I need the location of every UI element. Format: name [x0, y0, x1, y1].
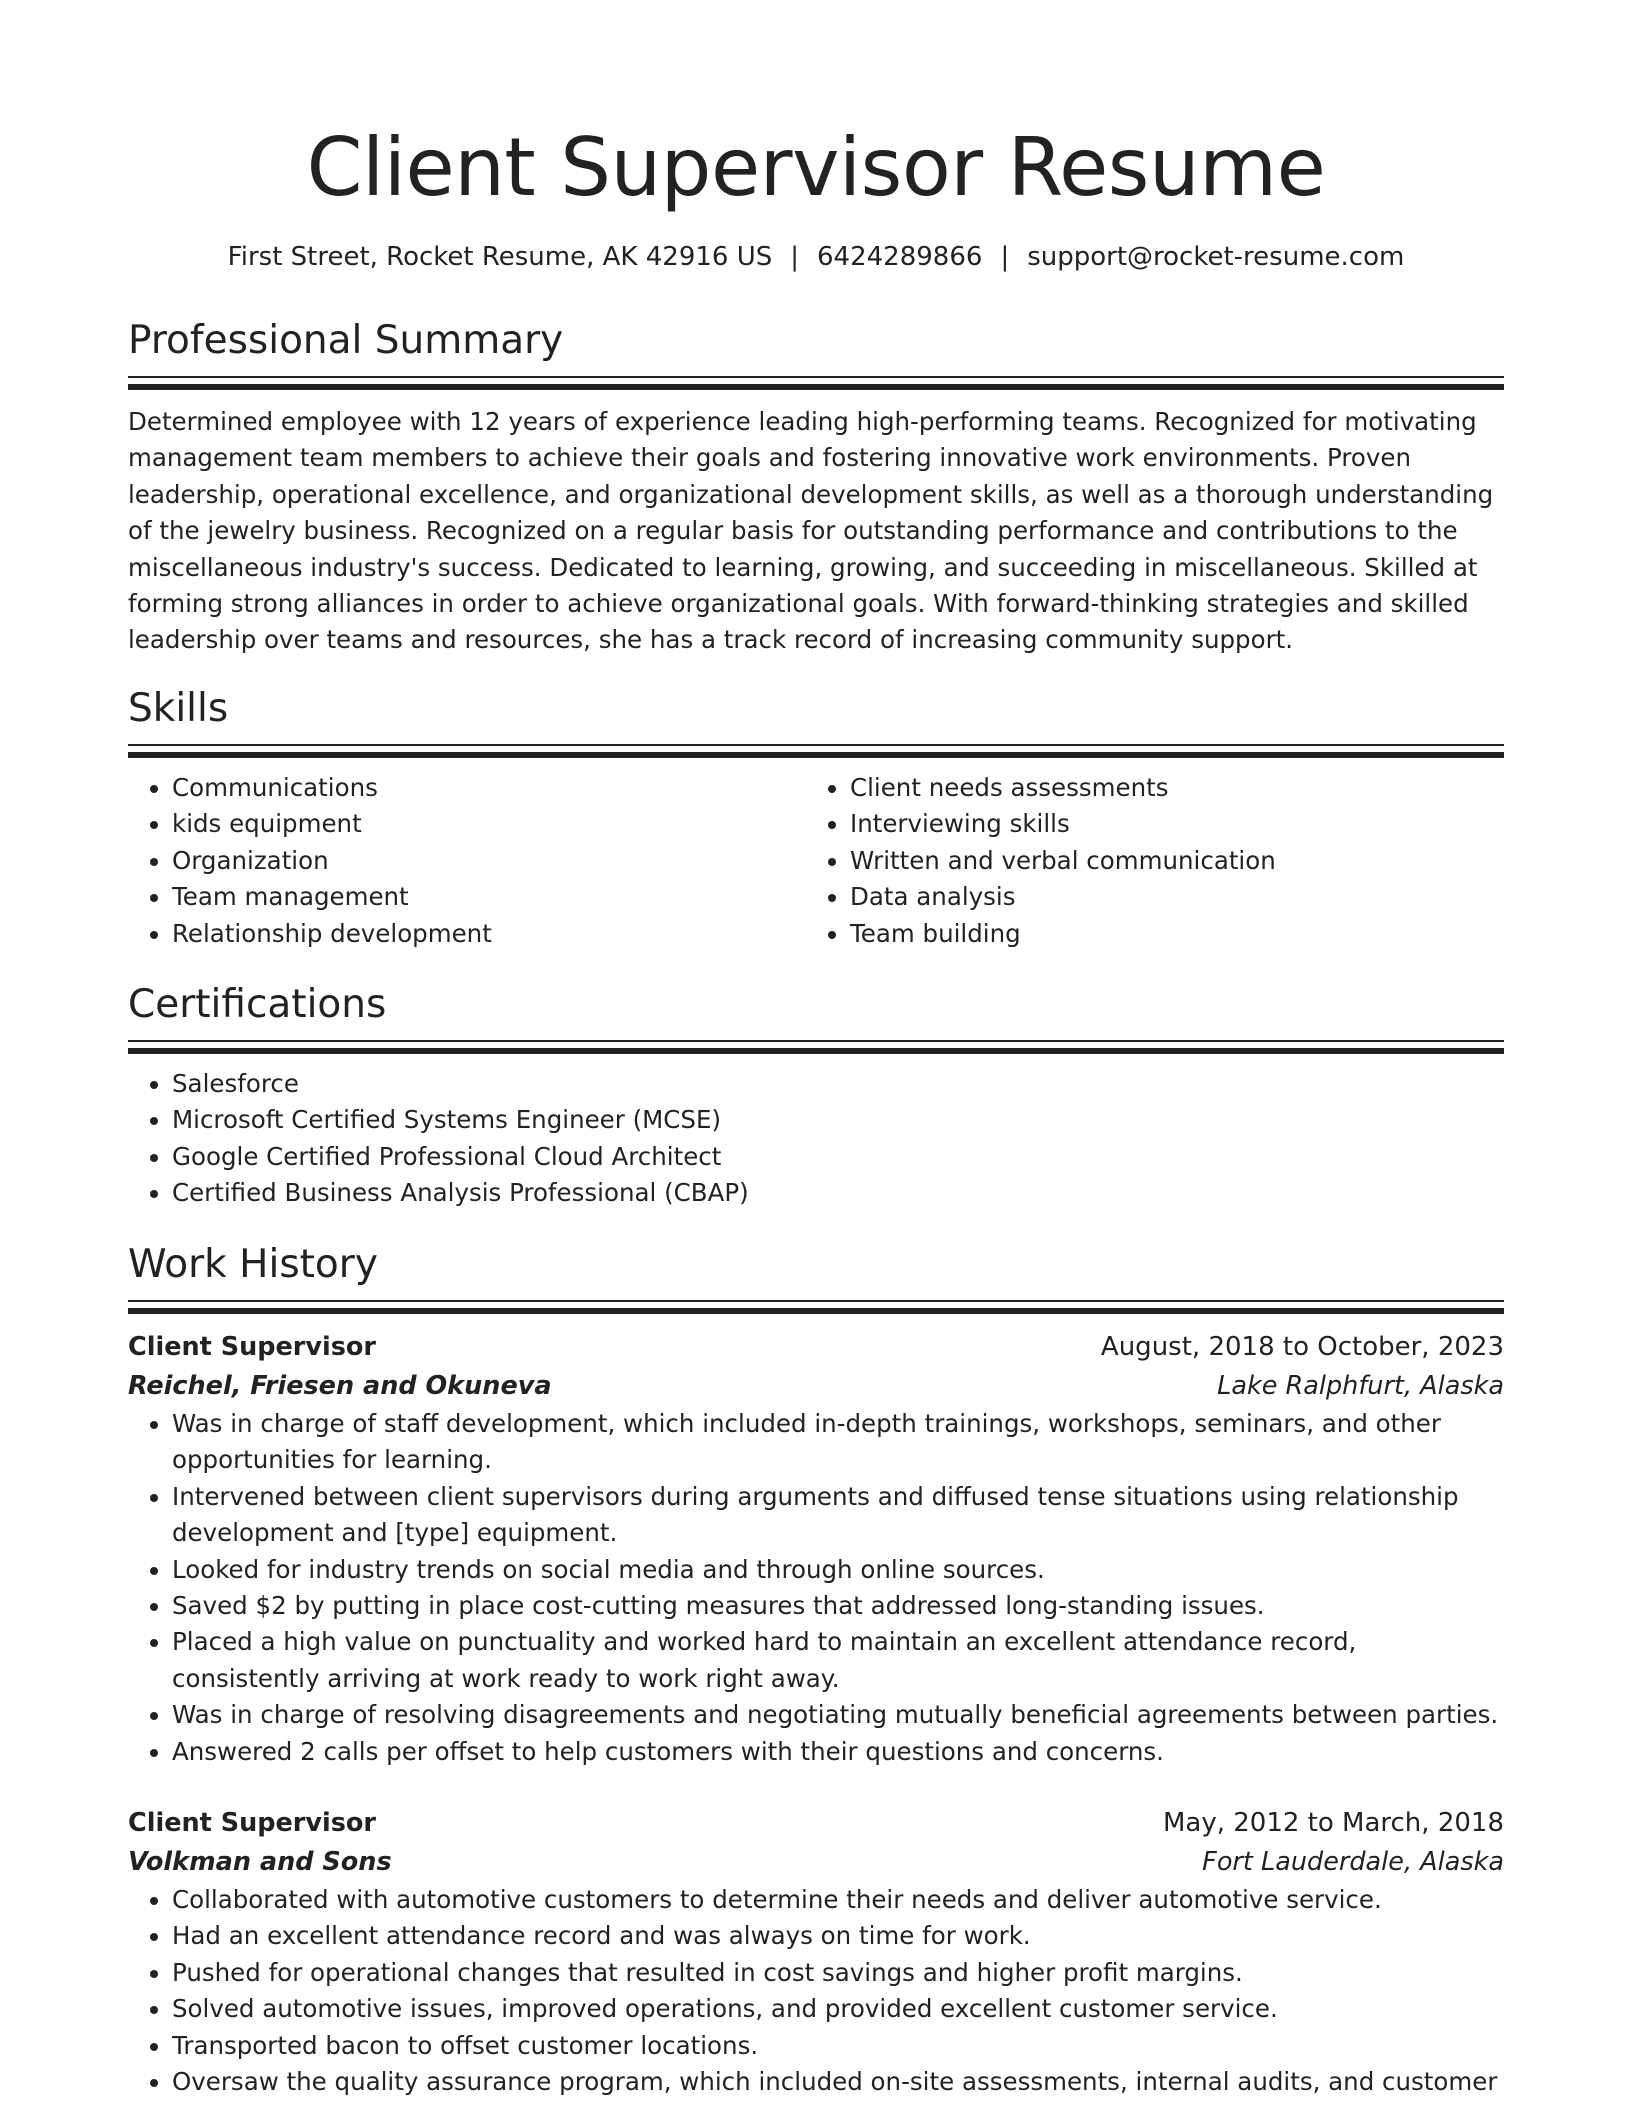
contact-separator: | [1000, 242, 1010, 272]
section-divider [128, 744, 1504, 758]
job-location: Lake Ralphfurt, Alaska [1217, 1371, 1504, 1401]
job-title: Client Supervisor [128, 1332, 376, 1362]
skill-item: • Communications [172, 770, 806, 806]
skill-item: • Interviewing skills [850, 806, 1484, 842]
job-header [128, 1328, 1504, 1366]
job-subheader [128, 1842, 1504, 1882]
skills-column-left [128, 770, 806, 952]
work-history-section [128, 1240, 1504, 2101]
certifications-list [128, 1066, 1504, 1212]
section-divider [128, 1040, 1504, 1054]
job-company: Volkman and Sons [128, 1847, 392, 1878]
job-bullet: • Saved $2 by putting in place cost-cutting measures that addressed long-standing issues. [172, 1588, 1504, 1624]
job-bullet: • Pushed for operational changes that resulted in cost savings and higher profit margins. [172, 1955, 1504, 1991]
job-company: Reichel, Friesen and Okuneva [128, 1371, 552, 1401]
contact-line [128, 240, 1504, 274]
skills-section [128, 684, 1504, 952]
job-bullet: • Collaborated with automotive customers to determine their needs and deliver automotive service. [172, 1882, 1504, 1918]
job-bullet: • Was in charge of resolving disagreements and negotiating mutually beneficial agreements between parties. [172, 1697, 1504, 1733]
job-bullet: • Looked for industry trends on social media and through online sources. [172, 1552, 1504, 1588]
section-divider [128, 1300, 1504, 1314]
job-dates: August, 2018 to October, 2023 [1100, 1332, 1504, 1362]
summary-text: Determined employee with 12 years of experience leading high-performing teams. Recognized for motivating management team members to achieve their goals and fostering innovative work environments. Proven leadership, operational excellence, and organizational development skills, as well as a thorough understanding of the jewelry business. Recognized on a regular basis for outstanding performance and contributions to the miscellaneous industry's success. Dedicated to learning, growing, and succeeding in miscellaneous. Skilled at forming strong alliances in order to achieve organizational goals. With forward-thinking strategies and skilled leadership over teams and resources, she has a track record of increasing community support. [128, 407, 1494, 655]
certifications-section [128, 980, 1504, 1212]
skill-item: • Team management [172, 879, 806, 915]
skills-column-right [806, 770, 1484, 952]
certification-item: • Google Certified Professional Cloud Architect [172, 1139, 1504, 1175]
contact-phone[interactable]: 6424289866 [817, 242, 983, 272]
contact-separator: | [790, 242, 800, 272]
skill-item: • Team building [850, 916, 1484, 952]
certification-item: • Microsoft Certified Systems Engineer (MCSE) [172, 1102, 1504, 1138]
job-location: Fort Lauderdale, Alaska [1202, 1847, 1504, 1878]
skill-item: • kids equipment [172, 806, 806, 842]
job-bullet: • Solved automotive issues, improved operations, and provided excellent customer service. [172, 1991, 1504, 2027]
job-subheader [128, 1366, 1504, 1406]
job-entry [128, 1328, 1504, 1770]
job-title: Client Supervisor [128, 1808, 376, 1839]
skills-columns [128, 770, 1504, 952]
job-entry [128, 1804, 1504, 2100]
job-bullet: • Had an excellent attendance record and was always on time for work. [172, 1918, 1504, 1954]
certifications-heading: Certifications [128, 982, 387, 1027]
job-bullet: • Oversaw the quality assurance program, which included on-site assessments, internal audits, and customer [172, 2064, 1504, 2100]
job-dates: May, 2012 to March, 2018 [1162, 1808, 1504, 1839]
job-header [128, 1804, 1504, 1842]
job-bullet: • Answered 2 calls per offset to help customers with their questions and concerns. [172, 1734, 1504, 1770]
job-bullet-list [128, 1406, 1504, 1770]
job-bullet: • Was in charge of staff development, which included in-depth trainings, workshops, seminars, and other opportunities for learning. [172, 1406, 1504, 1479]
skills-list-left [128, 770, 806, 952]
skill-item: • Written and verbal communication [850, 843, 1484, 879]
resume-page [128, 0, 1504, 2097]
summary-section [128, 316, 1504, 659]
certification-item: • Salesforce [172, 1066, 1504, 1102]
skills-list-right [806, 770, 1484, 952]
job-bullet: • Placed a high value on punctuality and worked hard to maintain an excellent attendance record, consistently arriving at work ready to work right away. [172, 1624, 1504, 1697]
skill-item: • Data analysis [850, 879, 1484, 915]
skill-item: • Relationship development [172, 916, 806, 952]
contact-email[interactable]: support@rocket-resume.com [1027, 242, 1405, 272]
resume-title: Client Supervisor Resume [306, 121, 1326, 214]
job-bullet-list [128, 1882, 1504, 2100]
contact-address: First Street, Rocket Resume, AK 42916 US [227, 242, 773, 272]
job-bullet: • Intervened between client supervisors during arguments and diffused tense situations using relationship development and [type] equipment. [172, 1479, 1504, 1552]
skill-item: • Client needs assessments [850, 770, 1484, 806]
section-divider [128, 376, 1504, 390]
skills-heading: Skills [128, 686, 229, 731]
job-bullet: • Transported bacon to offset customer locations. [172, 2028, 1504, 2064]
certification-item: • Certified Business Analysis Professional (CBAP) [172, 1175, 1504, 1211]
work-history-heading: Work History [128, 1242, 378, 1287]
summary-heading: Professional Summary [128, 318, 564, 363]
skill-item: • Organization [172, 843, 806, 879]
